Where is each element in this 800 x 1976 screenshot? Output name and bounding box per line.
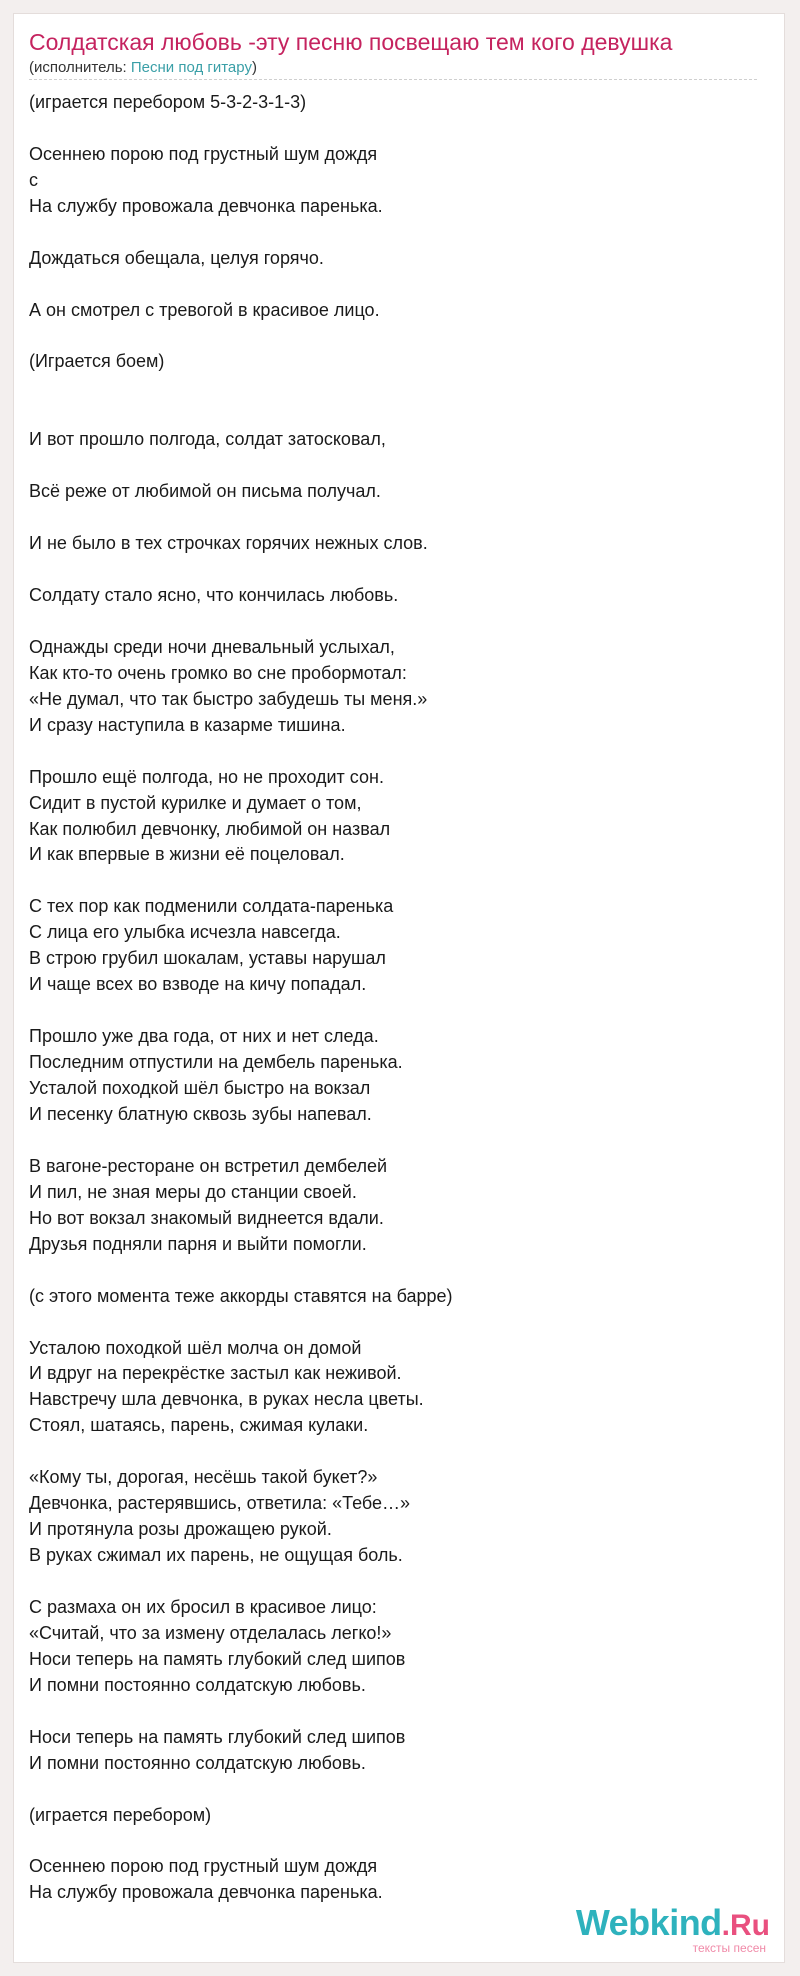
lyric-line: (играется перебором) — [29, 1804, 212, 1825]
lyric-line: Но вот вокзал знакомый виднеется вдали. — [29, 1207, 384, 1228]
lyric-line: Стоял, шатаясь, парень, сжимая кулаки. — [29, 1415, 369, 1436]
lyric-line: И как впервые в жизни её поцеловал. — [29, 844, 345, 865]
logo-tld: .Ru — [721, 1909, 770, 1942]
lyric-line — [29, 375, 759, 401]
lyric-line — [29, 739, 759, 765]
lyric-line: Носи теперь на память глубокий след шипов — [29, 1726, 406, 1747]
lyric-line: Как кто-то очень громко во сне пробормотал: — [29, 662, 407, 683]
lyric-line: (с этого момента теже аккорды ставятся на барре) — [29, 1285, 453, 1306]
performer-link[interactable]: Песни под гитару — [130, 59, 252, 76]
lyric-line — [29, 505, 759, 531]
lyric-line: (играется перебором 5-3-2-3-1-3) — [29, 92, 307, 112]
lyric-line — [29, 868, 759, 894]
lyric-line: На службу провожала девчонка паренька. — [29, 1882, 383, 1903]
lyric-line: Осеннею порою под грустный шум дождя — [29, 1856, 378, 1877]
lyric-line: И не было в тех строчках горячих нежных слов. — [29, 533, 428, 554]
lyric-line: Осеннею порою под грустный шум дождя — [29, 143, 378, 164]
lyric-line: И протянула розы дрожащею рукой. — [29, 1519, 332, 1540]
lyric-line — [29, 401, 759, 427]
performer-prefix: (исполнитель: — [29, 59, 131, 76]
lyric-line: С тех пор как подменили солдата-паренька — [29, 896, 394, 917]
lyric-line: И вдруг на перекрёстке застыл как неживой. — [29, 1363, 402, 1384]
lyric-line: «Не думал, что так быстро забудешь ты меня.» — [29, 688, 428, 709]
lyric-line: Навстречу шла девчонка, в руках несла цветы. — [29, 1389, 424, 1410]
lyric-line: И вот прошло полгода, солдат затосковал, — [29, 429, 386, 450]
lyric-line: На службу провожала девчонка паренька. — [29, 195, 383, 216]
lyric-line — [29, 1258, 759, 1284]
lyric-line: С лица его улыбка исчезла навсегда. — [29, 922, 341, 943]
lyric-line: В вагоне-ресторане он встретил дембелей — [29, 1155, 388, 1176]
lyric-line: С размаха он их бросил в красивое лицо: — [29, 1597, 377, 1617]
lyric-line — [29, 557, 759, 583]
lyric-line — [29, 453, 759, 479]
lyric-line: Прошло уже два года, от них и нет следа. — [29, 1026, 379, 1047]
lyric-line: Друзья подняли парня и выйти помогли. — [29, 1233, 367, 1254]
lyric-line — [29, 116, 759, 142]
lyric-line: И чаще всех во взводе на кичу попадал. — [29, 974, 367, 995]
performer-suffix: ) — [251, 59, 257, 76]
lyric-line: И помни постоянно солдатскую любовь. — [29, 1674, 366, 1695]
logo-tagline: тексты песен — [692, 1941, 766, 1955]
lyric-line — [29, 1699, 759, 1725]
lyric-line: И песенку блатную сквозь зубы напевал. — [29, 1103, 372, 1124]
lyric-line: В строю грубил шокалам, уставы нарушал — [29, 948, 386, 969]
performer-line — [29, 59, 257, 76]
lyric-line: И пил, не зная меры до станции своей. — [29, 1181, 357, 1202]
lyric-line: Однажды среди ночи дневальный услыхал, — [29, 636, 395, 657]
lyric-line: «Кому ты, дорогая, несёшь такой букет?» — [29, 1467, 378, 1488]
lyric-line — [29, 1310, 759, 1336]
lyric-line — [29, 1777, 759, 1803]
lyric-line: Прошло ещё полгода, но не проходит сон. — [29, 766, 384, 787]
lyric-line: И помни постоянно солдатскую любовь. — [29, 1752, 366, 1773]
site-logo[interactable] — [575, 1902, 770, 1955]
lyric-line: Дождаться обещала, целуя горячо. — [29, 247, 324, 268]
lyrics-body — [29, 90, 759, 1906]
lyric-line — [29, 1439, 759, 1465]
lyric-line: Всё реже от любимой он письма получал. — [29, 481, 381, 502]
lyric-line — [29, 998, 759, 1024]
lyric-line: Как полюбил девчонку, любимой он назвал — [29, 818, 391, 839]
lyric-line — [29, 1569, 759, 1595]
lyric-line: (Играется боем) — [29, 351, 165, 372]
lyric-line — [29, 272, 759, 298]
lyric-line: Последним отпустили на дембель паренька. — [29, 1052, 403, 1073]
page-title: Солдатская любовь -эту песню посвещаю тем кого девушка — [29, 29, 673, 55]
lyric-line: с — [29, 169, 38, 190]
logo-wordmark — [575, 1902, 770, 1944]
lyric-line: Солдату стало ясно, что кончилась любовь. — [29, 584, 399, 605]
lyric-line: Усталой походкой шёл быстро на вокзал — [29, 1078, 371, 1099]
lyric-line — [29, 1829, 759, 1855]
lyric-line: А он смотрел с тревогой в красивое лицо. — [29, 299, 380, 320]
logo-name: Webkind — [575, 1902, 722, 1943]
lyric-line — [29, 1128, 759, 1154]
lyric-line: Носи теперь на память глубокий след шипов — [29, 1648, 406, 1669]
lyric-line: В руках сжимал их парень, не ощущая боль. — [29, 1545, 403, 1566]
header-divider — [29, 79, 757, 80]
lyric-line: И сразу наступила в казарме тишина. — [29, 714, 346, 735]
lyric-line — [29, 220, 759, 246]
lyric-line — [29, 324, 759, 350]
lyric-line: Сидит в пустой курилке и думает о том, — [29, 792, 362, 813]
lyric-line: Усталою походкой шёл молча он домой — [29, 1337, 362, 1358]
lyric-line — [29, 609, 759, 635]
lyric-line: Девчонка, растерявшись, ответила: «Тебе…» — [29, 1493, 411, 1514]
lyric-line: «Считай, что за измену отделалась легко!» — [29, 1622, 392, 1643]
